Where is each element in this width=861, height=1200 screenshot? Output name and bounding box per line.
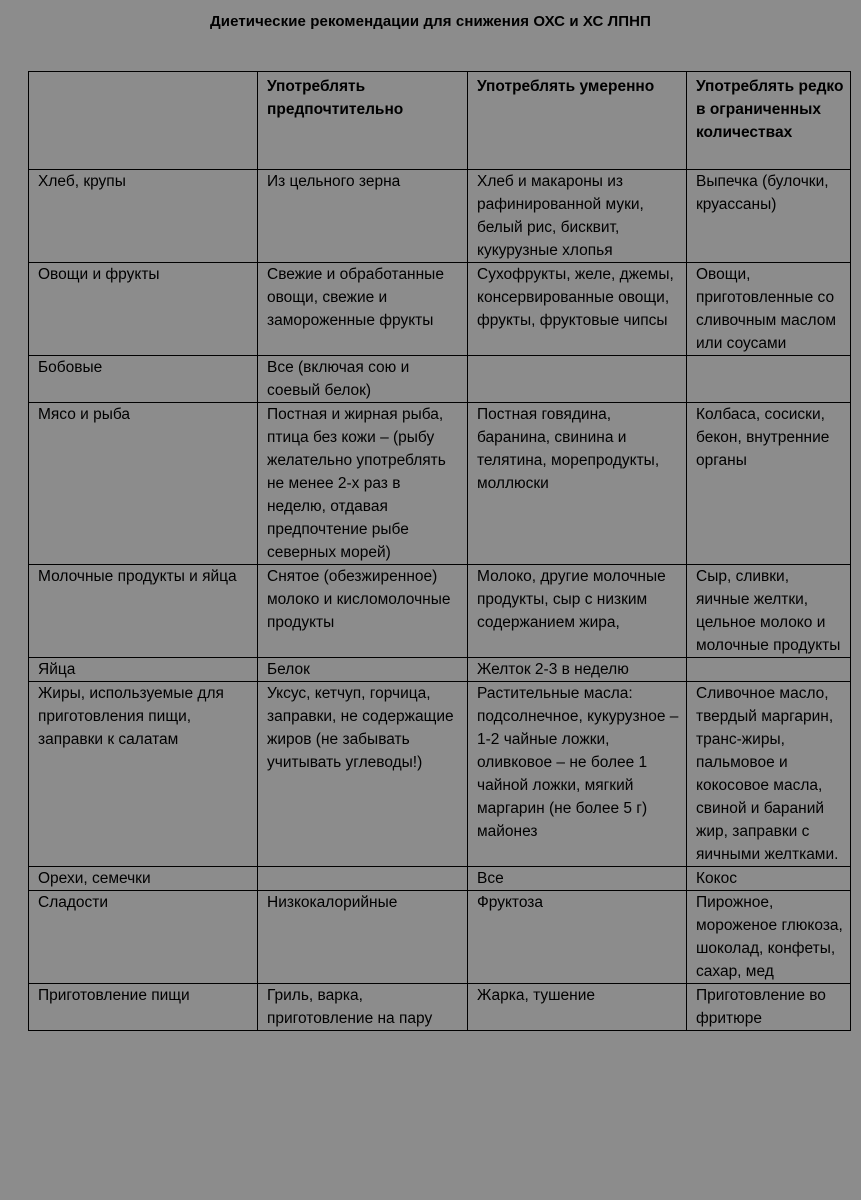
cell-moderate: Все [468, 867, 687, 891]
cell-rarely: Пирожное, мороженое глюкоза, шоколад, конфеты, сахар, мед [687, 891, 851, 984]
page-title: Диетические рекомендации для снижения ОХС и ХС ЛПНП [210, 13, 651, 30]
cell-preferred: Свежие и обработанные овощи, свежие и замороженные фрукты [258, 263, 468, 356]
cell-preferred: Постная и жирная рыба, птица без кожи – (рыбу желательно употреблять не менее 2-х раз в неделю, отдавая предпочтение рыбе северных морей) [258, 403, 468, 565]
cell-moderate [468, 356, 687, 403]
table-row [29, 565, 851, 658]
header-category [29, 72, 258, 170]
cell-rarely [687, 356, 851, 403]
table-row [29, 891, 851, 984]
table-header-row [29, 72, 851, 170]
cell-preferred: Уксус, кетчуп, горчица, заправки, не содержащие жиров (не забывать учитывать углеводы!) [258, 682, 468, 867]
cell-category: Молочные продукты и яйца [29, 565, 258, 658]
cell-moderate: Фруктоза [468, 891, 687, 984]
cell-moderate: Хлеб и макароны из рафинированной муки, белый рис, бисквит, кукурузные хлопья [468, 170, 687, 263]
table-row [29, 682, 851, 867]
cell-preferred: Низкокалорийные [258, 891, 468, 984]
cell-moderate: Молоко, другие молочные продукты, сыр с низким содержанием жира, [468, 565, 687, 658]
cell-rarely: Овощи, приготовленные со сливочным маслом или соусами [687, 263, 851, 356]
table-row [29, 658, 851, 682]
cell-category: Яйца [29, 658, 258, 682]
diet-recommendations-table [28, 71, 851, 1031]
cell-category: Бобовые [29, 356, 258, 403]
cell-category: Приготовление пищи [29, 984, 258, 1031]
table-row [29, 170, 851, 263]
cell-preferred: Все (включая сою и соевый белок) [258, 356, 468, 403]
cell-rarely: Сливочное масло, твердый маргарин, транс-жиры, пальмовое и кокосовое масла, свиной и бараний жир, заправки с яичными желтками. [687, 682, 851, 867]
cell-category: Мясо и рыба [29, 403, 258, 565]
cell-moderate: Постная говядина, баранина, свинина и телятина, морепродукты, моллюски [468, 403, 687, 565]
cell-preferred: Снятое (обезжиренное) молоко и кисломолочные продукты [258, 565, 468, 658]
header-rarely: Употреблять редко в ограниченных количествах [687, 72, 851, 170]
header-moderate: Употреблять умеренно [468, 72, 687, 170]
cell-preferred [258, 867, 468, 891]
cell-rarely: Приготовление во фритюре [687, 984, 851, 1031]
cell-moderate: Сухофрукты, желе, джемы, консервированные овощи, фрукты, фруктовые чипсы [468, 263, 687, 356]
cell-rarely [687, 658, 851, 682]
cell-category: Овощи и фрукты [29, 263, 258, 356]
table-row [29, 356, 851, 403]
table-row [29, 984, 851, 1031]
cell-preferred: Гриль, варка, приготовление на пару [258, 984, 468, 1031]
cell-moderate: Жарка, тушение [468, 984, 687, 1031]
table-row [29, 263, 851, 356]
cell-category: Сладости [29, 891, 258, 984]
cell-moderate: Желток 2-3 в неделю [468, 658, 687, 682]
cell-moderate: Растительные масла: подсолнечное, кукурузное – 1-2 чайные ложки, оливковое – не более 1 чайной ложки, мягкий маргарин (не более 5 г) майонез [468, 682, 687, 867]
table-row [29, 403, 851, 565]
cell-category: Хлеб, крупы [29, 170, 258, 263]
cell-category: Жиры, используемые для приготовления пищи, заправки к салатам [29, 682, 258, 867]
table-row [29, 867, 851, 891]
cell-rarely: Выпечка (булочки, круассаны) [687, 170, 851, 263]
cell-category: Орехи, семечки [29, 867, 258, 891]
cell-preferred: Из цельного зерна [258, 170, 468, 263]
cell-rarely: Сыр, сливки, яичные желтки, цельное молоко и молочные продукты [687, 565, 851, 658]
cell-rarely: Кокос [687, 867, 851, 891]
cell-rarely: Колбаса, сосиски, бекон, внутренние органы [687, 403, 851, 565]
header-preferred: Употреблять предпочтительно [258, 72, 468, 170]
cell-preferred: Белок [258, 658, 468, 682]
